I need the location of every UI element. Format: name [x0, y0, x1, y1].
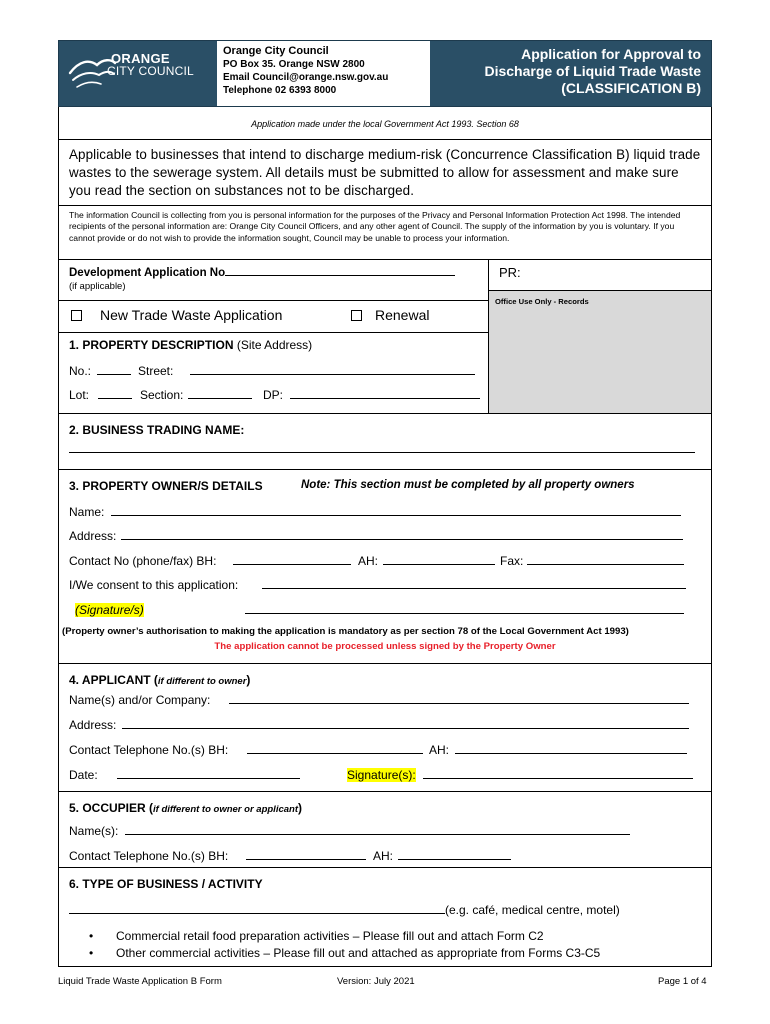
owner-contact-label: Contact No (phone/fax) BH:: [69, 554, 217, 568]
occupier-ah-input[interactable]: [398, 859, 511, 860]
dp-input[interactable]: [290, 398, 480, 399]
office-use-box: [488, 290, 711, 413]
owner-ah-label: AH:: [358, 554, 379, 568]
owner-signature-input[interactable]: [245, 613, 684, 614]
applicant-ah-input[interactable]: [455, 753, 687, 754]
section-type-of-business: [59, 867, 711, 967]
owner-address-input[interactable]: [121, 539, 683, 540]
applicant-ah-label: AH:: [429, 743, 450, 757]
owner-signature-warning: The application cannot be processed unless signed by the Property Owner: [214, 641, 556, 652]
lot-input[interactable]: [98, 398, 132, 399]
applicant-signature-input[interactable]: [423, 778, 693, 779]
owner-address-label: Address:: [69, 529, 117, 543]
section-4-title: [69, 673, 250, 687]
occupier-names-input[interactable]: [125, 834, 630, 835]
section-3-title: 3. PROPERTY OWNER/S DETAILS: [69, 479, 263, 493]
title-line-2: Discharge of Liquid Trade Waste: [484, 63, 701, 79]
bullet-item-other: Other commercial activities – Please fill out and attached as appropriate from Forms C3-C5: [116, 946, 601, 960]
applicant-date-input[interactable]: [117, 778, 300, 779]
renewal-checkbox[interactable]: [351, 310, 362, 321]
owner-fax-input[interactable]: [527, 564, 684, 565]
lot-label: Lot:: [69, 388, 90, 402]
section-1-title-suffix: (Site Address): [233, 338, 313, 352]
form-header: [58, 40, 712, 107]
applicant-signature-label: Signature(s):: [347, 768, 416, 782]
footer-form-name: Liquid Trade Waste Application B Form: [58, 976, 222, 987]
bullet-item: •: [89, 929, 94, 943]
application-type-row: [59, 300, 488, 332]
section-1-title: [69, 338, 312, 352]
footer-page-number: Page 1 of 4: [658, 976, 707, 987]
owner-bh-input[interactable]: [233, 564, 351, 565]
section-5-title: [69, 801, 302, 815]
business-type-example: (e.g. café, medical centre, motel): [445, 903, 620, 917]
owner-authorisation-note: (Property owner’s authorisation to making the application is mandatory as per section 78 of the Local Government Act 1993): [62, 626, 629, 637]
business-type-input[interactable]: [69, 913, 445, 914]
form-body: [58, 107, 712, 967]
logo-text-city-council: CITY COUNCIL: [107, 64, 194, 78]
new-application-checkbox[interactable]: [71, 310, 82, 321]
council-phone: Telephone 02 6393 8000: [223, 85, 337, 96]
pr-label: PR:: [499, 265, 521, 280]
no-label: No.:: [69, 364, 92, 378]
section-applicant: [59, 663, 711, 791]
section-2-title: 2. BUSINESS TRADING NAME:: [69, 423, 245, 437]
bullet-item-food: Commercial retail food preparation activities – Please fill out and attach Form C2: [116, 929, 544, 943]
applicant-bh-input[interactable]: [247, 753, 423, 754]
section-occupier: [59, 791, 711, 867]
council-name: Orange City Council: [223, 45, 329, 57]
footer-version: Version: July 2021: [337, 976, 415, 987]
applicant-address-input[interactable]: [122, 728, 689, 729]
dp-label: DP:: [263, 388, 284, 402]
section-property-description: [59, 332, 488, 413]
section-business-trading-name: [59, 413, 711, 469]
da-sublabel: (if applicable): [69, 281, 126, 292]
occupier-bh-input[interactable]: [246, 859, 366, 860]
business-name-input[interactable]: [69, 452, 695, 453]
occupier-names-label: Name(s):: [69, 824, 119, 838]
da-label: Development Application No: [69, 267, 226, 279]
applicant-address-label: Address:: [69, 718, 117, 732]
section-6-title: 6. TYPE OF BUSINESS / ACTIVITY: [69, 877, 263, 891]
section-5-title-text: 5. OCCUPIER (: [69, 801, 154, 815]
consent-label: I/We consent to this application:: [69, 578, 239, 592]
application-title: [439, 46, 701, 97]
owner-name-input[interactable]: [111, 515, 681, 516]
council-contact-box: [217, 41, 430, 106]
section-5-title-close: ): [298, 801, 302, 815]
street-label: Street:: [138, 364, 174, 378]
section-3-note: Note: This section must be completed by all property owners: [301, 479, 635, 491]
privacy-notice: The information Council is collecting from you is personal information for the purposes of the Privacy and Personal Information Protection Act 1998. The intended recipients of the personal information are: Orange City Council Officers, and any other agent of Council. The supply of the information by you is voluntary. If you cannot provide or do not wish to provide the information sought, Council may be unable to process your information.: [59, 205, 711, 259]
pr-field: [488, 259, 711, 290]
section-label: Section:: [140, 388, 184, 402]
section-input[interactable]: [188, 398, 252, 399]
section-4-title-note: if different to owner: [157, 676, 247, 687]
bullet-item: •: [89, 946, 94, 960]
street-input[interactable]: [190, 374, 475, 375]
office-use-label: Office Use Only - Records: [495, 297, 589, 306]
applicant-names-input[interactable]: [229, 703, 689, 704]
occupier-phone-label: Contact Telephone No.(s) BH:: [69, 849, 229, 863]
section-4-title-text: 4. APPLICANT (: [69, 673, 158, 687]
applicant-phone-label: Contact Telephone No.(s) BH:: [69, 743, 229, 757]
development-application-field: [59, 259, 488, 300]
act-note: Application made under the local Government Act 1993. Section 68: [251, 119, 519, 129]
section-1-title-text: 1. PROPERTY DESCRIPTION: [69, 338, 234, 352]
occupier-ah-label: AH:: [373, 849, 394, 863]
owner-signature-label: (Signature/s): [75, 603, 144, 617]
owner-fax-label: Fax:: [500, 554, 524, 568]
applicant-date-label: Date:: [69, 768, 98, 782]
no-input[interactable]: [97, 374, 131, 375]
section-5-title-note: if different to owner or applicant: [153, 804, 298, 815]
council-po-box: PO Box 35. Orange NSW 2800: [223, 59, 365, 70]
section-property-owner-details: [59, 469, 711, 663]
applicant-names-label: Name(s) and/or Company:: [69, 693, 211, 707]
intro-text: Applicable to businesses that intend to discharge medium-risk (Concurrence Classification B) liquid trade wastes to the sewerage system. All details must be submitted to allow for assessment and make sure you read the section on substances not to be discharged.: [59, 139, 711, 205]
section-4-title-close: ): [246, 673, 251, 687]
renewal-label: Renewal: [375, 307, 430, 323]
consent-input[interactable]: [262, 588, 686, 589]
title-line-1: Application for Approval to: [521, 46, 701, 62]
council-email: Email Council@orange.nsw.gov.au: [223, 72, 389, 83]
da-input-line[interactable]: [225, 266, 455, 276]
logo-text-orange: ORANGE: [111, 51, 170, 66]
title-line-3: (CLASSIFICATION B): [561, 80, 701, 96]
owner-name-label: Name:: [69, 505, 105, 519]
new-application-label: New Trade Waste Application: [100, 307, 283, 323]
owner-ah-input[interactable]: [383, 564, 495, 565]
